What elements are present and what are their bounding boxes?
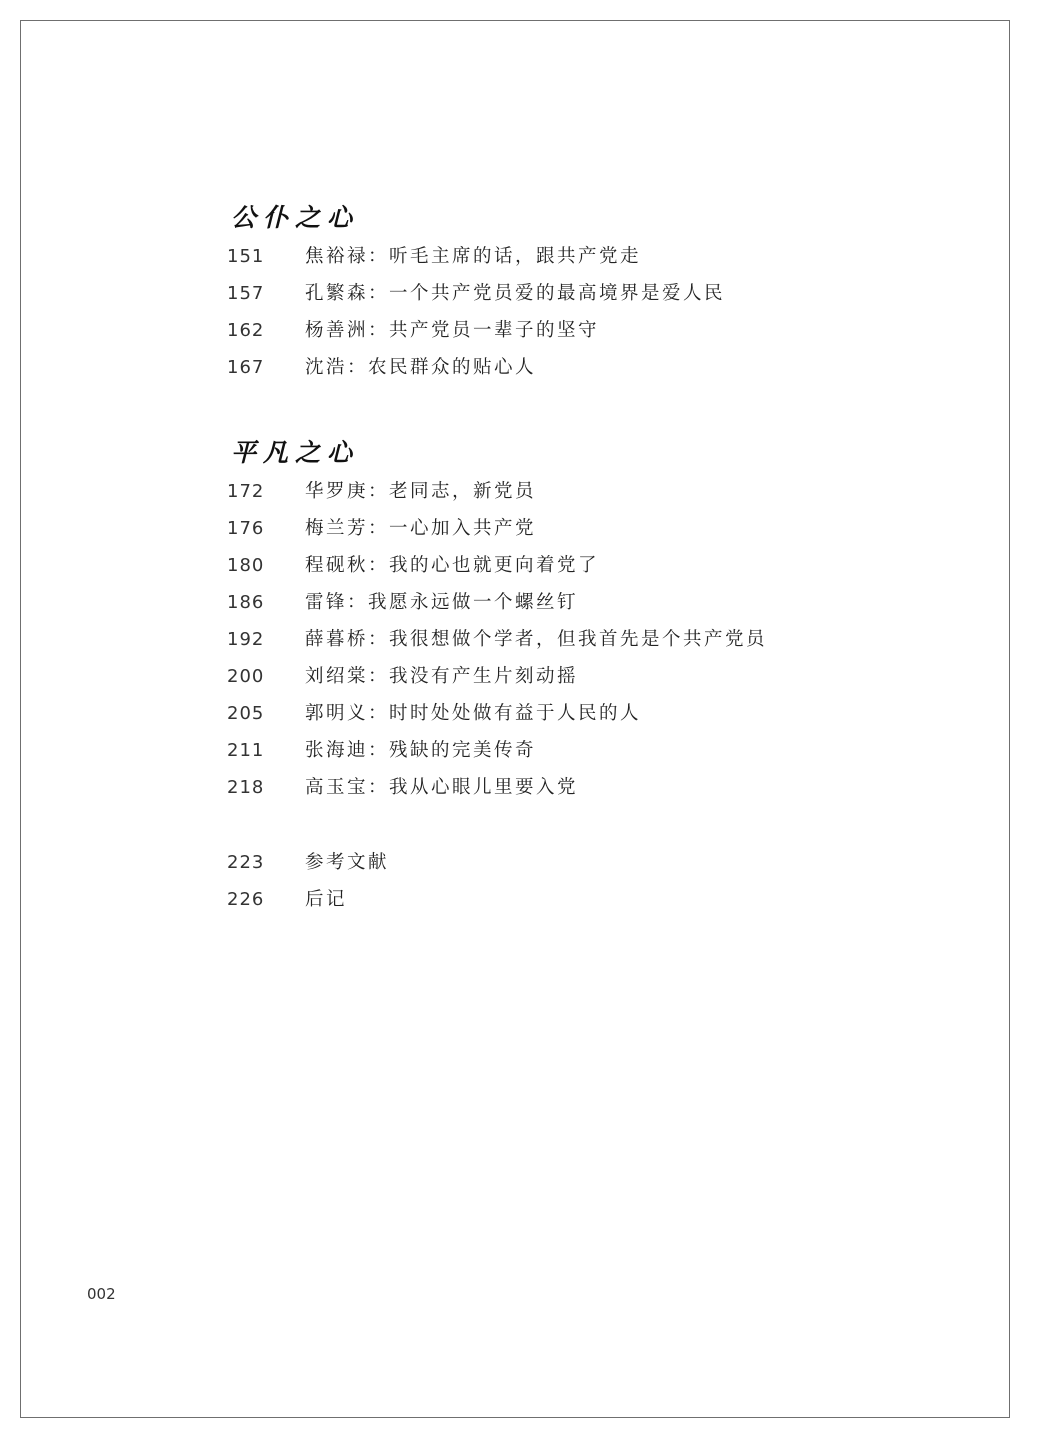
toc-entry-title: 后记 [305, 889, 348, 910]
toc-entry-title: 华罗庚：老同志，新党员 [305, 481, 537, 502]
toc-entry[interactable] [0, 245, 1060, 282]
section-title-gongpu: 公仆之心 [231, 203, 360, 232]
toc-entry-title: 沈浩：农民群众的贴心人 [305, 357, 537, 378]
toc-page-number: 192 [227, 629, 265, 650]
toc-page-number: 180 [227, 555, 265, 576]
toc-entry-references[interactable] [0, 851, 1060, 888]
toc-entry[interactable] [0, 591, 1060, 628]
toc-entry[interactable] [0, 776, 1060, 813]
toc-entry-title: 参考文献 [305, 852, 390, 873]
toc-entry-title: 郭明义：时时处处做有益于人民的人 [305, 703, 642, 724]
toc-entry-title: 程砚秋：我的心也就更向着党了 [305, 555, 600, 576]
toc-entry[interactable] [0, 628, 1060, 665]
toc-entry[interactable] [0, 282, 1060, 319]
toc-entry[interactable] [0, 356, 1060, 393]
page-folio: 002 [87, 1285, 116, 1303]
section-title-pingfan: 平凡之心 [231, 438, 360, 467]
toc-page-number: 218 [227, 777, 265, 798]
toc-page-number: 157 [227, 283, 265, 304]
toc-entry[interactable] [0, 480, 1060, 517]
toc-entry[interactable] [0, 702, 1060, 739]
toc-list-back-matter [0, 851, 1060, 925]
toc-page-number: 172 [227, 481, 265, 502]
toc-page-number: 223 [227, 852, 265, 873]
toc-entry-title: 雷锋：我愿永远做一个螺丝钉 [305, 592, 579, 613]
toc-page-number: 226 [227, 889, 265, 910]
toc-page-number: 200 [227, 666, 265, 687]
toc-entry-title: 高玉宝：我从心眼儿里要入党 [305, 777, 579, 798]
toc-entry[interactable] [0, 554, 1060, 591]
toc-entry-title: 孔繁森：一个共产党员爱的最高境界是爱人民 [305, 283, 726, 304]
toc-page-number: 211 [227, 740, 265, 761]
toc-entry[interactable] [0, 319, 1060, 356]
toc-entry[interactable] [0, 517, 1060, 554]
toc-entry-title: 梅兰芳：一心加入共产党 [305, 518, 537, 539]
toc-entry-afterword[interactable] [0, 888, 1060, 925]
toc-page-number: 176 [227, 518, 265, 539]
toc-page-number: 186 [227, 592, 265, 613]
toc-page-number: 151 [227, 246, 265, 267]
toc-entry-title: 薛暮桥：我很想做个学者，但我首先是个共产党员 [305, 629, 768, 650]
toc-entry-title: 焦裕禄：听毛主席的话，跟共产党走 [305, 246, 642, 267]
toc-page-number: 162 [227, 320, 265, 341]
toc-entry-title: 杨善洲：共产党员一辈子的坚守 [305, 320, 600, 341]
toc-page-number: 205 [227, 703, 265, 724]
toc-list-gongpu [0, 245, 1060, 393]
toc-entry-title: 刘绍棠：我没有产生片刻动摇 [305, 666, 579, 687]
toc-entry[interactable] [0, 665, 1060, 702]
toc-list-pingfan [0, 480, 1060, 813]
toc-entry-title: 张海迪：残缺的完美传奇 [305, 740, 537, 761]
toc-entry[interactable] [0, 739, 1060, 776]
toc-page-number: 167 [227, 357, 265, 378]
